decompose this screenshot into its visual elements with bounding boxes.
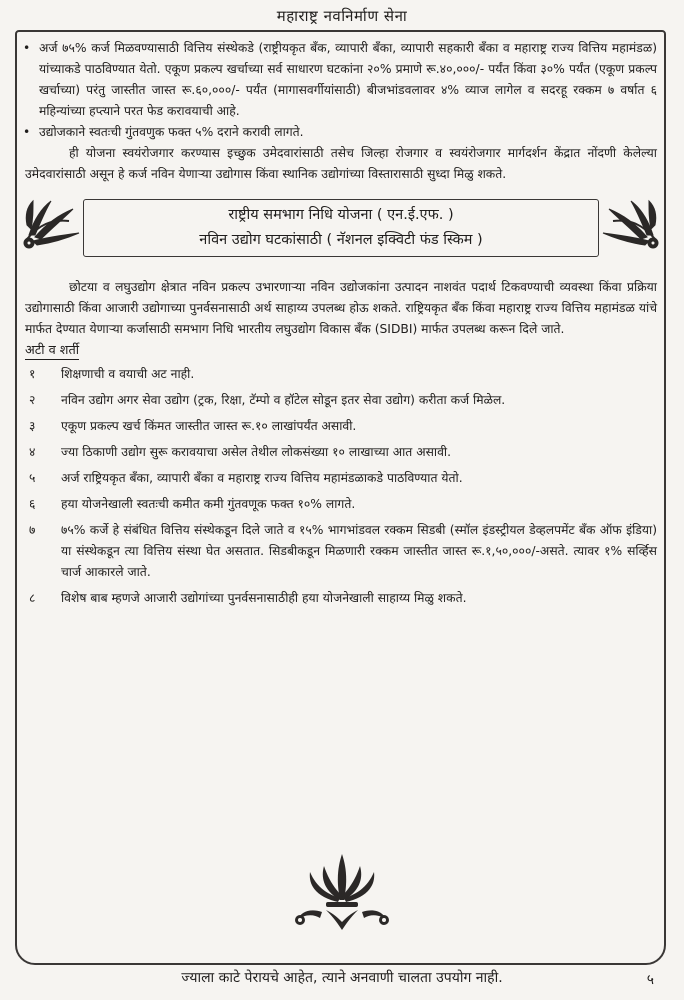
footer-quote: ज्याला काटे पेरायचे आहेत, त्याने अनवाणी चालता उपयोग नाही. xyxy=(181,970,503,986)
condition-number: ५ xyxy=(29,471,36,485)
main-content xyxy=(25,38,657,614)
condition-item xyxy=(25,416,657,437)
bullet-icon: • xyxy=(23,41,31,55)
bullet-text: उद्योजकाने स्वतःची गुंतवणुक फक्त ५% दराने करावी लागते. xyxy=(39,125,304,139)
condition-text: ७५% कर्जे हे संबंधित वित्तिय संस्थेकडून दिले जाते व १५% भागभांडवल रक्कम सिडबी (स्मॉल इंडस्ट्रीयल डेव्हलपमेंट बँक ऑफ इंडिया) या संस्थेकडून त्या वित्तिय संस्था घेत असतात. सिडबीकडून मिळणारी रक्कम जास्तीत जास्त रू.१,५०,०००/-असते. त्यावर १% सर्व्हिस चार्ज आकारले जाते. xyxy=(61,523,657,579)
condition-item xyxy=(25,442,657,463)
condition-item xyxy=(25,494,657,515)
banner-subtitle: नविन उद्योग घटकांसाठी ( नॅशनल इक्विटी फंड स्किम ) xyxy=(199,232,483,248)
bullet-text: अर्ज ७५% कर्ज मिळवण्यासाठी वित्तिय संस्थेकडे (राष्ट्रीयकृत बँक, व्यापारी बँका, व्यापारी सहकारी बँका व महाराष्ट्र राज्य वित्तिय महामंडळ) यांच्याकडे पाठविण्यात येतो. एकूण प्रकल्प खर्चाच्या सर्व साधारण घटकांना २०% प्रमाणे रू.४०,०००/- पर्यंत किंवा ३०% पर्यंत (एकूण प्रकल्प खर्चाच्या) परंतु जास्तीत जास्त रू.६०,०००/- पर्यंत (मागासवर्गीयांसाठी) बीजभांडवलावर ४% व्याज लागेल व सदरहू रक्कम ७ वर्षात ६ महिन्यांच्या हप्त्याने परत फेड करावयाची आहे. xyxy=(39,41,657,118)
fleur-ornament-icon xyxy=(286,852,398,932)
condition-text: हया योजनेखाली स्वतःची कमीत कमी गुंतवणूक फक्त १०% लागते. xyxy=(61,497,356,511)
bullet-paragraph-investment xyxy=(25,122,657,143)
condition-number: ७ xyxy=(29,523,36,537)
condition-number: १ xyxy=(29,367,36,381)
eligibility-paragraph: ही योजना स्वयंरोजगार करण्यास इच्छुक उमेदवारांसाठी तसेच जिल्हा रोजगार व स्वयंरोजगार मार्गदर्शन केंद्रात नोंदणी केलेल्या उमेदवारांसाठी असून हे कर्ज नविन येणाऱ्या उद्योगास किंवा स्थानिक उद्योगांच्या विस्तारासाठी सुध्दा मिळु शकते. xyxy=(25,146,657,181)
banner-title: राष्ट्रीय समभाग निधि योजना ( एन.ई.एफ. ) xyxy=(228,207,454,223)
condition-text: विशेष बाब म्हणजे आजारी उद्योगांच्या पुनर्वसनासाठीही हया योजनेखाली साहाय्य मिळु शकते. xyxy=(61,591,467,605)
condition-item xyxy=(25,520,657,583)
floral-corner-ornament-icon xyxy=(597,195,661,257)
condition-item xyxy=(25,390,657,411)
condition-text: अर्ज राष्ट्रियकृत बँका, व्यापारी बँका व महाराष्ट्र राज्य वित्तिय महामंडळाकडे पाठविण्यात येतो. xyxy=(61,471,463,485)
condition-number: ६ xyxy=(29,497,36,511)
banner-title-box xyxy=(83,199,599,257)
conditions-list xyxy=(25,364,657,609)
condition-text: शिक्षणाची व वयाची अट नाही. xyxy=(61,367,195,381)
bullet-paragraph-loan xyxy=(25,38,657,122)
conditions-heading: अटी व शर्ती xyxy=(25,343,80,358)
section-banner xyxy=(25,195,657,267)
condition-text: नविन उद्योग अगर सेवा उद्योग (ट्रक, रिक्षा, टॅम्पो व हॉटेल सोडून इतर सेवा उद्योग) करीता कर्ज मिळेल. xyxy=(61,393,506,407)
condition-number: ४ xyxy=(29,445,36,459)
bullet-icon: • xyxy=(23,125,31,139)
page-header: महाराष्ट्र नवनिर्माण सेना xyxy=(276,7,408,25)
page-number: ५ xyxy=(646,972,654,988)
scheme-intro-paragraph: छोटया व लघुउद्योग क्षेत्रात नविन प्रकल्प उभारणाऱ्या नविन उद्योजकांना उत्पादन नाशवंत पदार्थ टिकवण्याची व्यवस्था किंवा प्रक्रिया उद्योगासाठी किंवा आजारी उद्योगाच्या पुनर्वसनासाठी अर्थ साहाय्य उपलब्ध होऊ शकते. राष्ट्रियकृत बँक किंवा महाराष्ट्र राज्य वित्तिय महामंडळ यांचे मार्फत देण्यात येणाऱ्या कर्जासाठी समभाग निधि भारतीय लघुउद्योग विकास बँक (SIDBI) मार्फत उपलब्ध करून दिले जाते. xyxy=(25,280,657,336)
condition-item xyxy=(25,588,657,609)
condition-number: ३ xyxy=(29,419,36,433)
condition-text: एकूण प्रकल्प खर्च किंमत जास्तीत जास्त रू.१० लाखांपर्यंत असावी. xyxy=(61,419,357,433)
condition-item xyxy=(25,468,657,489)
condition-text: ज्या ठिकाणी उद्योग सुरू करावयाचा असेल तेथील लोकसंख्या १० लाखाच्या आत असावी. xyxy=(61,445,452,459)
condition-number: २ xyxy=(29,393,36,407)
condition-number: ८ xyxy=(29,591,36,605)
condition-item xyxy=(25,364,657,385)
floral-corner-ornament-icon xyxy=(21,195,85,257)
